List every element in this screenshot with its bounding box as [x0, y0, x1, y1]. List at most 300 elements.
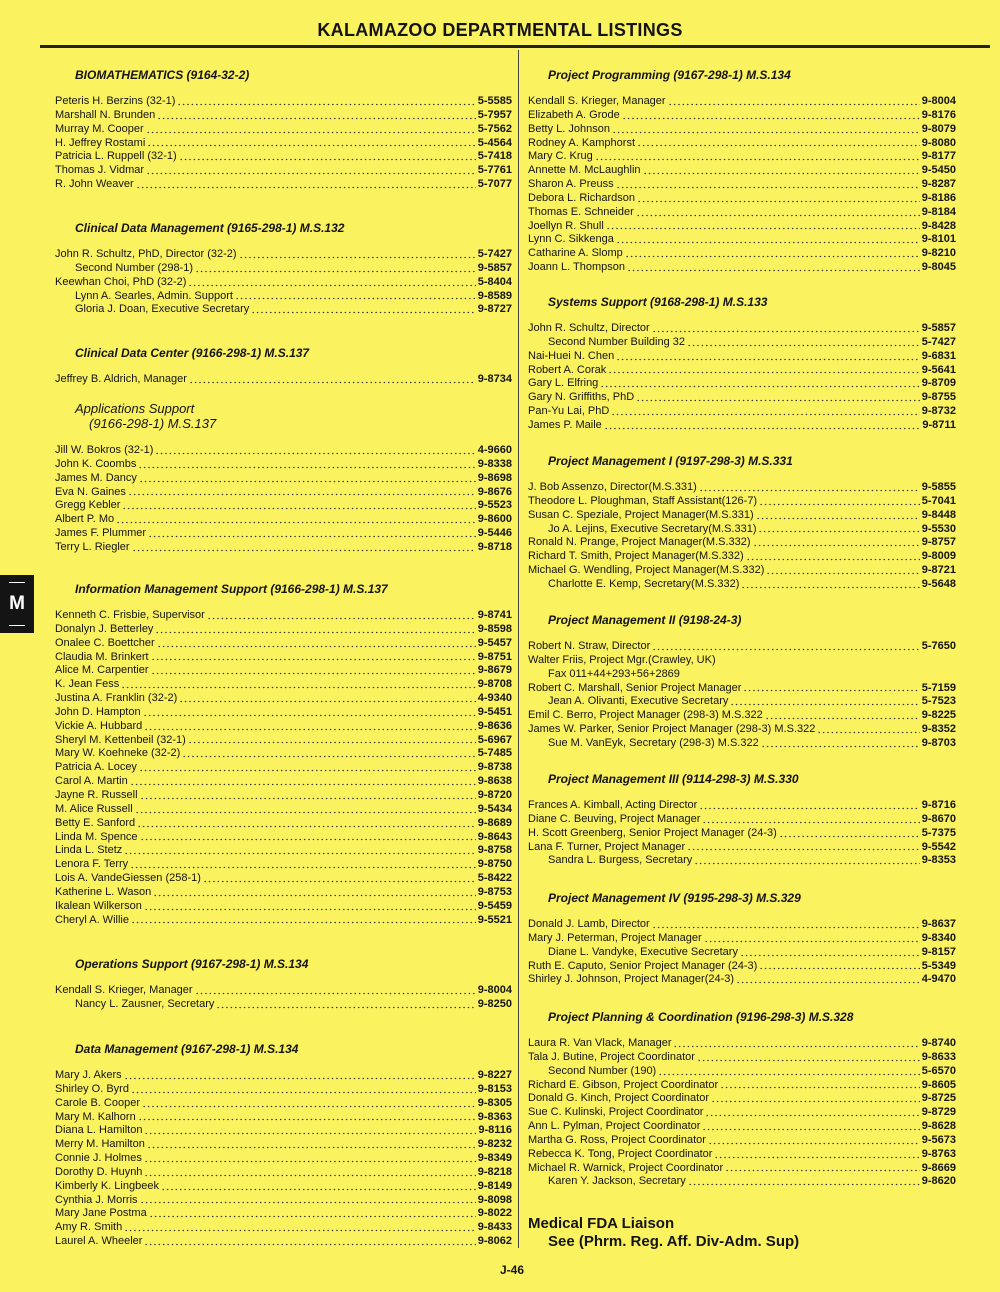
entry-name: Sue M. VanEyk, Secretary (298-3) M.S.322 [548, 736, 759, 749]
entry-phone: 5-7418 [477, 150, 512, 163]
section-heading: Project Management I (9197-298-3) M.S.331 [548, 454, 793, 468]
entry-phone: 9-8718 [477, 540, 512, 553]
dot-leader [144, 900, 476, 911]
entry-name: Joann L. Thompson [528, 261, 626, 274]
dot-leader [137, 817, 476, 828]
directory-entry [55, 1166, 512, 1180]
entry-phone: 9-8022 [477, 1207, 512, 1220]
entry-phone: 5-5585 [477, 95, 512, 107]
entry-name: Kendall S. Krieger, Manager [55, 984, 193, 996]
page-title: KALAMAZOO DEPARTMENTAL LISTINGS [317, 20, 683, 40]
entry-phone [682, 668, 684, 682]
entry-phone: 9-5459 [477, 899, 512, 912]
entry-name: Justina A. Franklin (32-2) [55, 692, 178, 705]
dot-leader [128, 486, 476, 497]
directory-entry [528, 1079, 956, 1093]
dot-leader [144, 1166, 475, 1177]
entry-name: Keewhan Choi, PhD (32-2) [55, 275, 187, 288]
entry-name: Emil C. Berro, Project Manager (298-3) M.S.322 [528, 709, 763, 722]
directory-entry [528, 123, 956, 137]
entry-phone: 5-6967 [477, 733, 512, 746]
directory-entry [528, 233, 956, 247]
entry-phone: 9-8218 [477, 1165, 512, 1178]
entry-phone: 5-7957 [477, 108, 512, 121]
entry-name: Lana F. Turner, Project Manager [528, 840, 686, 853]
dot-leader [711, 1092, 920, 1103]
entry-phone: 9-5451 [477, 705, 512, 718]
entry-name: Debora L. Richardson [528, 191, 636, 204]
subsection-applications-support [75, 401, 216, 431]
dot-leader [687, 841, 920, 852]
entry-phone: 9-8703 [921, 736, 956, 749]
dot-leader [179, 692, 475, 703]
entry-phone: 5-7650 [921, 640, 956, 652]
directory-entry [55, 789, 512, 803]
entry-phone: 9-8628 [921, 1120, 956, 1133]
section-project-management-1 [528, 454, 956, 592]
section-information-management-support [55, 582, 512, 927]
section-heading: Clinical Data Management (9165-298-1) M.S.132 [75, 221, 345, 235]
directory-entry [55, 914, 512, 928]
entry-name: Shirley O. Byrd [55, 1082, 129, 1095]
entry-list [55, 984, 512, 1012]
entry-phone: 9-8638 [477, 775, 512, 788]
dot-leader [611, 405, 919, 416]
entry-list [55, 444, 512, 555]
dot-leader [149, 1207, 476, 1218]
dot-leader [616, 178, 920, 189]
entry-phone: 5-7485 [477, 747, 512, 760]
entry-name: Elizabeth A. Grode [528, 108, 620, 121]
directory-entry [528, 1120, 956, 1134]
entry-list [55, 248, 512, 317]
dot-leader [761, 737, 920, 748]
dot-leader [765, 709, 920, 720]
entry-name: Cynthia J. Morris [55, 1193, 138, 1206]
dot-leader [135, 803, 476, 814]
entry-name: Linda L. Stetz [55, 844, 123, 857]
dot-leader [138, 1111, 476, 1122]
directory-entry [528, 364, 956, 378]
dot-leader [606, 220, 920, 231]
entry-name: Sheryl M. Kettenbeil (32-1) [55, 733, 186, 746]
directory-entry [55, 664, 512, 678]
entry-phone: 5-5349 [921, 959, 956, 972]
dot-leader [759, 495, 920, 506]
dot-leader [147, 1138, 476, 1149]
directory-entry [528, 1162, 956, 1176]
dot-leader [637, 192, 920, 203]
entry-name: Robert A. Corak [528, 363, 607, 376]
entry-name: Diane L. Vandyke, Executive Secretary [548, 945, 738, 958]
entry-phone: 9-8711 [922, 418, 956, 431]
directory-entry [528, 1051, 956, 1065]
dot-leader [725, 1162, 920, 1173]
directory-entry [528, 509, 956, 523]
entry-phone: 9-8079 [921, 122, 956, 135]
dot-leader [216, 998, 475, 1009]
dot-leader [131, 1083, 476, 1094]
entry-name: James P. Maile [528, 418, 602, 431]
directory-entry [55, 486, 512, 500]
entry-name: Donald G. Kinch, Project Coordinator [528, 1092, 709, 1105]
entry-phone: 9-8636 [477, 719, 512, 732]
dot-leader [758, 523, 919, 534]
entry-phone: 9-8605 [921, 1078, 956, 1091]
directory-entry [55, 803, 512, 817]
entry-name: Jo A. Lejins, Executive Secretary(M.S.331) [548, 522, 757, 535]
directory-entry [528, 536, 956, 550]
entry-name: Jill W. Bokros (32-1) [55, 444, 154, 456]
entry-name: Katherine L. Wason [55, 885, 152, 898]
fda-see-reference: See (Phrm. Reg. Aff. Div-Adm. Sup) [548, 1233, 800, 1250]
entry-name: R. John Weaver [55, 178, 134, 191]
entry-name: Second Number Building 32 [548, 335, 685, 348]
directory-entry [528, 960, 956, 974]
entry-list [528, 799, 956, 868]
dot-leader [743, 682, 919, 693]
entry-phone: 9-8149 [477, 1179, 512, 1192]
entry-name: Ronald N. Prange, Project Manager(M.S.332) [528, 536, 751, 549]
entry-name: Catharine A. Slomp [528, 247, 623, 260]
section-heading: Project Planning & Coordination (9196-298-3) M.S.328 [548, 1010, 854, 1024]
directory-entry [528, 1106, 956, 1120]
entry-phone: 9-5855 [921, 481, 956, 493]
entry-name: Alice M. Carpentier [55, 664, 149, 677]
entry-phone: 9-8741 [477, 609, 512, 621]
dot-leader [708, 1134, 920, 1145]
section-project-management-4 [528, 891, 956, 987]
directory-entry [528, 695, 956, 709]
entry-name: John R. Schultz, PhD, Director (32-2) [55, 248, 237, 260]
section-heading: Data Management (9167-298-1) M.S.134 [75, 1042, 299, 1056]
directory-entry [528, 564, 956, 578]
entry-name: Mary J. Akers [55, 1069, 122, 1081]
directory-entry [528, 1065, 956, 1079]
directory-entry [55, 872, 512, 886]
directory-entry [55, 609, 512, 623]
directory-entry [55, 1138, 512, 1152]
medical-fda-liaison-note [528, 1215, 799, 1251]
dot-leader [144, 1124, 476, 1135]
entry-name: Kenneth C. Frisbie, Supervisor [55, 609, 205, 621]
entry-name: Lenora F. Terry [55, 858, 129, 871]
directory-entry [528, 654, 956, 668]
entry-phone: 9-8338 [477, 457, 512, 470]
entry-phone: 5-7427 [921, 335, 956, 348]
directory-entry [55, 513, 512, 527]
entry-name: Theodore L. Ploughman, Staff Assistant(126-7) [528, 494, 758, 507]
dot-leader [652, 640, 919, 651]
entry-name: Merry M. Hamilton [55, 1138, 145, 1151]
dot-leader [612, 123, 920, 134]
dot-leader [139, 761, 476, 772]
entry-name: J. Bob Assenzo, Director(M.S.331) [528, 481, 697, 493]
directory-entry [528, 247, 956, 261]
dot-leader [235, 290, 476, 301]
entry-name: Sharon A. Preuss [528, 178, 614, 191]
entry-name: Sue C. Kulinski, Project Coordinator [528, 1106, 704, 1119]
dot-leader [616, 350, 920, 361]
directory-entry [55, 178, 512, 192]
directory-entry [528, 932, 956, 946]
entry-name: Thomas E. Schneider [528, 205, 634, 218]
entry-name: Tala J. Butine, Project Coordinator [528, 1050, 695, 1063]
directory-entry [55, 900, 512, 914]
entry-name: Martha G. Ross, Project Coordinator [528, 1133, 706, 1146]
entry-name: Jayne R. Russell [55, 788, 138, 801]
entry-name: Murray M. Cooper [55, 122, 144, 135]
entry-name: Lynn A. Searles, Admin. Support [75, 289, 233, 302]
dot-leader [643, 164, 920, 175]
dot-leader [147, 137, 475, 148]
dot-leader [189, 373, 476, 384]
entry-phone: 9-8363 [477, 1110, 512, 1123]
entry-phone: 9-8184 [921, 205, 956, 218]
directory-entry [55, 1097, 512, 1111]
directory-entry [528, 799, 956, 813]
entry-name: John K. Coombs [55, 457, 137, 470]
entry-phone: 4-9470 [921, 973, 956, 986]
entry-name: Susan C. Speziale, Project Manager(M.S.331) [528, 508, 754, 521]
entry-phone: 9-8080 [921, 136, 956, 149]
entry-name: Jean A. Olivanti, Executive Secretary [548, 695, 729, 708]
entry-name: Eva N. Gaines [55, 485, 126, 498]
entry-name: Marshall N. Brunden [55, 108, 156, 121]
directory-entry [528, 405, 956, 419]
entry-name: Dorothy D. Huynh [55, 1165, 143, 1178]
entry-name: Lois A. VandeGiessen (258-1) [55, 872, 201, 885]
section-applications-support-entries [55, 444, 512, 555]
dot-leader [143, 706, 476, 717]
directory-entry [528, 709, 956, 723]
entry-name: James F. Plummer [55, 527, 147, 540]
directory-entry [528, 1175, 956, 1189]
entry-phone: 9-5521 [477, 913, 512, 926]
dot-leader [239, 248, 476, 259]
dot-leader [699, 799, 919, 810]
directory-entry [528, 350, 956, 364]
section-project-management-3 [528, 772, 956, 868]
entry-name: Donalyn J. Betterley [55, 622, 154, 635]
dot-leader [138, 458, 475, 469]
dot-leader [155, 623, 475, 634]
entry-phone: 9-8004 [477, 984, 512, 996]
directory-entry [528, 95, 956, 109]
entry-phone: 9-8670 [921, 812, 956, 825]
directory-entry [55, 276, 512, 290]
dot-leader [637, 137, 920, 148]
entry-phone: 9-8643 [477, 830, 512, 843]
dot-leader [155, 444, 475, 455]
directory-entry [55, 1111, 512, 1125]
entry-phone: 9-8725 [921, 1092, 956, 1105]
entry-phone: 9-8227 [477, 1069, 512, 1081]
entry-phone: 9-6831 [921, 349, 956, 362]
directory-entry [55, 290, 512, 304]
entry-phone: 9-8734 [477, 373, 512, 385]
directory-entry [528, 137, 956, 151]
entry-phone: 9-8720 [477, 788, 512, 801]
entry-name: Donald J. Lamb, Director [528, 918, 650, 930]
entry-phone: 5-7523 [921, 695, 956, 708]
directory-entry [55, 651, 512, 665]
directory-entry [55, 747, 512, 761]
dot-leader [636, 391, 920, 402]
entry-phone: 9-8176 [921, 108, 956, 121]
entry-phone [718, 654, 720, 668]
dot-leader [188, 276, 475, 287]
entry-name: Frances A. Kimball, Acting Director [528, 799, 698, 811]
dot-leader [139, 472, 476, 483]
entry-name: Mary Jane Postma [55, 1207, 147, 1220]
entry-phone: 9-8004 [921, 95, 956, 107]
directory-entry [528, 946, 956, 960]
entry-phone: 9-8157 [921, 945, 956, 958]
entry-phone: 9-8679 [477, 664, 512, 677]
entry-phone: 9-8225 [921, 709, 956, 722]
directory-entry [55, 844, 512, 858]
entry-phone: 9-8250 [477, 997, 512, 1010]
entry-phone: 9-8448 [921, 508, 956, 521]
entry-phone: 5-7159 [921, 681, 956, 694]
title-rule [40, 45, 990, 48]
fda-title: Medical FDA Liaison [528, 1215, 675, 1232]
entry-name: Diana L. Hamilton [55, 1124, 143, 1137]
entry-name: Linda M. Spence [55, 830, 138, 843]
directory-entry [55, 858, 512, 872]
entry-list [55, 609, 512, 927]
section-project-planning-coordination [528, 1010, 956, 1189]
dot-leader [699, 481, 920, 492]
entry-phone: 9-8732 [921, 405, 956, 418]
entry-phone: 9-8045 [921, 261, 956, 274]
section-clinical-data-center [55, 346, 512, 387]
entry-phone: 9-8598 [477, 622, 512, 635]
entry-name: Gregg Kebler [55, 499, 121, 512]
entry-name: Patricia A. Locey [55, 761, 137, 774]
entry-list [55, 1069, 512, 1249]
directory-entry [55, 541, 512, 555]
entry-name: Nai-Huei N. Chen [528, 349, 615, 362]
section-clinical-data-management [55, 221, 512, 317]
entry-phone: 9-8062 [477, 1235, 512, 1248]
dot-leader [759, 960, 919, 971]
entry-phone: 4-9660 [477, 444, 512, 456]
entry-phone: 9-8101 [921, 233, 956, 246]
directory-entry [55, 262, 512, 276]
directory-entry [55, 1235, 512, 1249]
directory-entry [528, 827, 956, 841]
directory-entry [528, 1134, 956, 1148]
directory-entry [55, 775, 512, 789]
entry-phone: 9-5446 [477, 527, 512, 540]
entry-name: Diane C. Beuving, Project Manager [528, 812, 701, 825]
entry-phone: 9-5523 [477, 499, 512, 512]
entry-phone: 9-8633 [921, 1050, 956, 1063]
dot-leader [817, 723, 919, 734]
directory-entry [55, 95, 512, 109]
entry-name: Michael R. Warnick, Project Coordinator [528, 1161, 724, 1174]
dot-leader [652, 322, 920, 333]
entry-name: Ikalean Wilkerson [55, 899, 142, 912]
dot-leader [130, 775, 476, 786]
entry-name: Peteris H. Berzins (32-1) [55, 95, 176, 107]
entry-phone: 9-8305 [477, 1096, 512, 1109]
entry-name: Patricia L. Ruppell (32-1) [55, 150, 177, 163]
subheading-line: Applications Support [75, 401, 195, 416]
entry-phone: 9-8763 [921, 1147, 956, 1160]
entry-name: John R. Schultz, Director [528, 322, 650, 334]
directory-entry [55, 761, 512, 775]
entry-name: Nancy L. Zausner, Secretary [75, 997, 215, 1010]
entry-name: Mary C. Krug [528, 150, 593, 163]
section-heading: Systems Support (9168-298-1) M.S.133 [548, 295, 768, 309]
section-heading: Operations Support (9167-298-1) M.S.134 [75, 957, 309, 971]
entry-name: Jeffrey B. Aldrich, Manager [55, 373, 187, 385]
entry-phone: 9-8589 [477, 289, 512, 302]
directory-entry [528, 550, 956, 564]
entry-phone: 9-8709 [921, 377, 956, 390]
dot-leader [124, 1221, 476, 1232]
directory-entry [55, 499, 512, 513]
entry-phone: 9-8716 [921, 799, 956, 811]
directory-entry [55, 623, 512, 637]
entry-phone: 9-8353 [921, 854, 956, 867]
entry-name: Shirley J. Johnson, Project Manager(24-3) [528, 973, 735, 986]
directory-entry [55, 458, 512, 472]
entry-phone: 9-8210 [921, 247, 956, 260]
section-systems-support [528, 295, 956, 433]
dot-leader [182, 747, 475, 758]
entry-phone: 9-5434 [477, 802, 512, 815]
dot-leader [121, 678, 476, 689]
directory-entry [528, 841, 956, 855]
directory-entry [55, 137, 512, 151]
directory-entry [528, 1148, 956, 1162]
directory-entry [55, 109, 512, 123]
dot-leader [741, 578, 919, 589]
entry-phone: 9-8600 [477, 513, 512, 526]
directory-entry [55, 637, 512, 651]
dot-leader [779, 827, 920, 838]
dot-leader [622, 109, 920, 120]
directory-entry [55, 164, 512, 178]
entry-phone: 5-8422 [477, 872, 512, 885]
dot-leader [188, 734, 476, 745]
section-heading: Project Management II (9198-24-3) [548, 613, 742, 627]
dot-leader [636, 206, 920, 217]
dot-leader [148, 527, 476, 538]
entry-phone: 9-8428 [921, 219, 956, 232]
dot-leader [702, 1120, 919, 1131]
entry-name: Second Number (190) [548, 1064, 657, 1077]
section-tab-m[interactable]: M [0, 575, 34, 633]
entry-phone: 5-7077 [477, 178, 512, 191]
directory-entry [528, 578, 956, 592]
entry-phone: 5-7427 [477, 248, 512, 260]
dot-leader [714, 1148, 919, 1159]
dot-leader [144, 720, 475, 731]
entry-name: Richard T. Smith, Project Manager(M.S.332) [528, 550, 744, 563]
entry-phone: 9-8349 [477, 1152, 512, 1165]
entry-phone: 9-5648 [921, 577, 956, 590]
dot-leader [151, 664, 476, 675]
entry-name: Carol A. Martin [55, 775, 128, 788]
entry-phone: 4-9340 [477, 692, 512, 705]
dot-leader [730, 695, 919, 706]
dot-leader [179, 150, 476, 161]
